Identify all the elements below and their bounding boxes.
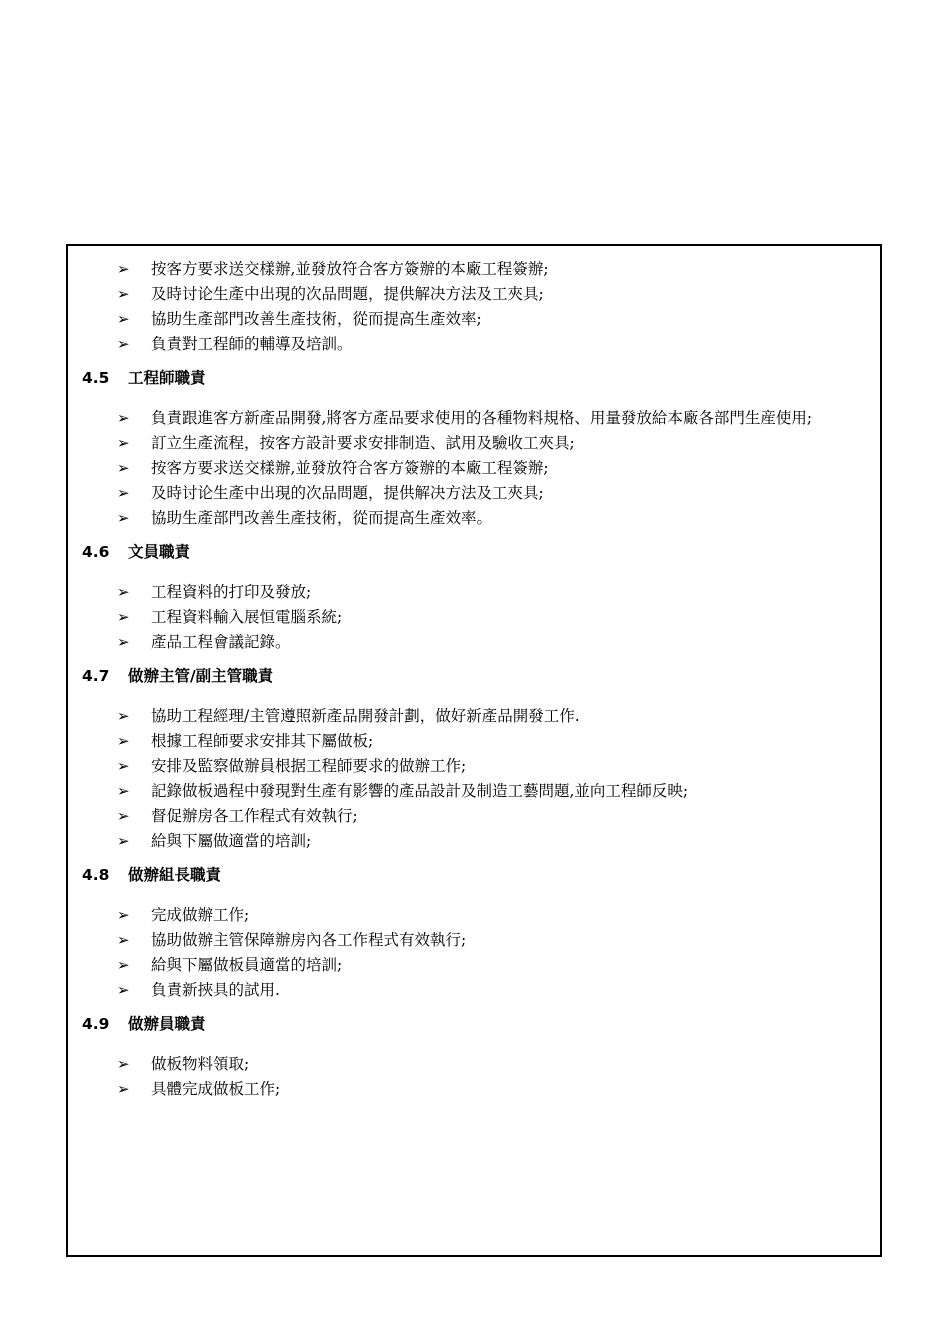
list-item: ➢ 負責跟進客方新產品開發,將客方產品要求使用的各種物料規格、用量發放給本廠各部門生産使用;: [68, 406, 880, 431]
document-frame: [66, 244, 882, 1257]
list-item: ➢ 協助生產部門改善生產技術，從而提高生產效率。: [68, 506, 880, 531]
list-item: ➢ 給與下屬做適當的培訓;: [68, 829, 880, 854]
list-item: ➢ 記錄做板過程中發現對生產有影響的產品設計及制造工藝問題,並向工程師反映;: [68, 779, 880, 804]
list-item: ➢ 完成做辦工作;: [68, 903, 880, 928]
arrow-bullet-icon: ➢: [117, 484, 130, 502]
arrow-bullet-icon: ➢: [117, 608, 130, 626]
bullet-list: [68, 257, 880, 357]
section-heading-4-8: 4.8 做辦組長職責: [82, 866, 222, 884]
arrow-bullet-icon: ➢: [117, 956, 130, 974]
document-content: [68, 257, 880, 1102]
arrow-bullet-icon: ➢: [117, 832, 130, 850]
arrow-bullet-icon: ➢: [117, 633, 130, 651]
arrow-bullet-icon: ➢: [117, 782, 130, 800]
list-item: ➢ 負責對工程師的輔導及培訓。: [68, 332, 880, 357]
list-item: ➢ 根據工程師要求安排其下屬做板;: [68, 729, 880, 754]
list-item: ➢ 給與下屬做板員適當的培訓;: [68, 953, 880, 978]
section-heading-4-7: 4.7 做辦主管/副主管職責: [82, 667, 274, 685]
arrow-bullet-icon: ➢: [117, 434, 130, 452]
list-item: ➢ 做板物料領取;: [68, 1052, 880, 1077]
bullet-list: [68, 406, 880, 531]
arrow-bullet-icon: ➢: [117, 906, 130, 924]
section-heading-4-6: 4.6 文員職責: [82, 543, 191, 561]
list-item: ➢ 及時讨论生產中出現的次品問題，提供解决方法及工夾具;: [68, 481, 880, 506]
arrow-bullet-icon: ➢: [117, 310, 130, 328]
list-item: ➢ 按客方要求送交樣辦,並發放符合客方簽辦的本廠工程簽辦;: [68, 456, 880, 481]
arrow-bullet-icon: ➢: [117, 583, 130, 601]
arrow-bullet-icon: ➢: [117, 260, 130, 278]
list-item: ➢ 具體完成做板工作;: [68, 1077, 880, 1102]
list-item: ➢ 及時讨论生產中出現的次品問題，提供解决方法及工夾具;: [68, 282, 880, 307]
arrow-bullet-icon: ➢: [117, 459, 130, 477]
arrow-bullet-icon: ➢: [117, 931, 130, 949]
list-item: ➢ 協助工程經理/主管遵照新產品開發計劃，做好新產品開發工作.: [68, 704, 880, 729]
arrow-bullet-icon: ➢: [117, 509, 130, 527]
list-item: ➢ 工程資料的打印及發放;: [68, 580, 880, 605]
list-item: ➢ 協助生產部門改善生產技術，從而提高生產效率;: [68, 307, 880, 332]
arrow-bullet-icon: ➢: [117, 1080, 130, 1098]
arrow-bullet-icon: ➢: [117, 335, 130, 353]
list-item: ➢ 協助做辦主管保障辦房內各工作程式有效執行;: [68, 928, 880, 953]
arrow-bullet-icon: ➢: [117, 757, 130, 775]
bullet-list: [68, 580, 880, 655]
list-item: ➢ 負責新挾具的試用.: [68, 978, 880, 1003]
list-item: ➢ 按客方要求送交樣辦,並發放符合客方簽辦的本廠工程簽辦;: [68, 257, 880, 282]
arrow-bullet-icon: ➢: [117, 707, 130, 725]
list-item: ➢ 安排及監察做辦員根据工程師要求的做辦工作;: [68, 754, 880, 779]
arrow-bullet-icon: ➢: [117, 807, 130, 825]
list-item: ➢ 督促辦房各工作程式有效執行;: [68, 804, 880, 829]
list-item: ➢ 工程資料輸入展恒電腦系統;: [68, 605, 880, 630]
list-item: ➢ 訂立生產流程，按客方設計要求安排制造、試用及驗收工夾具;: [68, 431, 880, 456]
section-heading-4-9: 4.9 做辦員職責: [82, 1015, 206, 1033]
arrow-bullet-icon: ➢: [117, 409, 130, 427]
section-heading-4-5: 4.5 工程師職責: [82, 369, 206, 387]
arrow-bullet-icon: ➢: [117, 1055, 130, 1073]
arrow-bullet-icon: ➢: [117, 981, 130, 999]
list-item: ➢ 產品工程會議記錄。: [68, 630, 880, 655]
arrow-bullet-icon: ➢: [117, 732, 130, 750]
arrow-bullet-icon: ➢: [117, 285, 130, 303]
bullet-list: [68, 704, 880, 854]
bullet-list: [68, 1052, 880, 1102]
bullet-list: [68, 903, 880, 1003]
